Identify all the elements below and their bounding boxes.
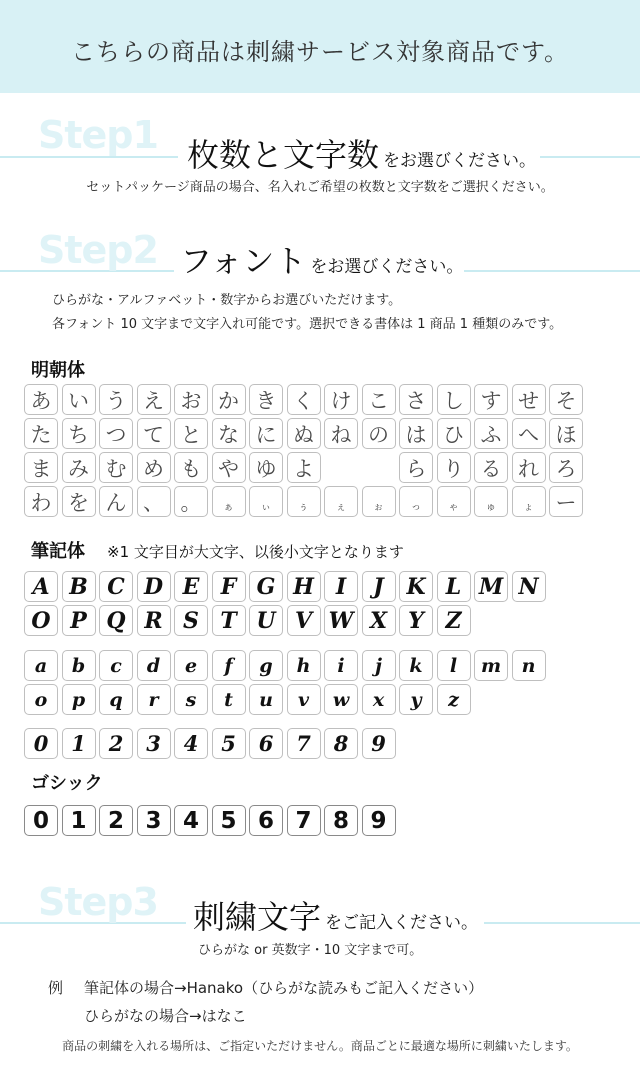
mincho-glyph: た — [24, 418, 58, 449]
script-lower-glyph: l — [437, 650, 471, 681]
step1-description: セットパッケージ商品の場合、名入れご希望の枚数と文字数をご選択ください。 — [86, 180, 554, 195]
mincho-glyph: む — [99, 452, 133, 483]
footnote: 商品の刺繍を入れる場所は、ご指定いただけません。商品ごとに最適な場所に刺繍いたします。 — [62, 1039, 578, 1053]
script-heading-name: 筆記体 — [31, 541, 85, 562]
script-digit-grid — [24, 728, 399, 762]
header-banner — [0, 0, 640, 93]
script-lower-glyph: e — [174, 650, 208, 681]
mincho-glyph: ふ — [474, 418, 508, 449]
gothic-digit-row — [24, 805, 399, 836]
mincho-glyph: て — [137, 418, 171, 449]
script-upper-glyph: D — [137, 571, 171, 602]
script-digit-glyph: 7 — [287, 728, 321, 759]
script-lower-row — [24, 684, 549, 715]
script-heading — [31, 537, 404, 563]
mincho-glyph: に — [249, 418, 283, 449]
mincho-glyph: わ — [24, 486, 58, 517]
mincho-glyph: っ — [399, 486, 433, 517]
script-upper-glyph: S — [174, 605, 208, 636]
mincho-glyph: を — [62, 486, 96, 517]
mincho-glyph: え — [137, 384, 171, 415]
step2-title — [180, 236, 463, 282]
script-upper-glyph: P — [62, 605, 96, 636]
script-lower-glyph: g — [249, 650, 283, 681]
mincho-glyph: か — [212, 384, 246, 415]
script-lower-glyph: j — [362, 650, 396, 681]
mincho-glyph: ゅ — [474, 486, 508, 517]
mincho-row — [24, 418, 587, 449]
step3-title-sub: をご記入ください。 — [325, 913, 479, 933]
script-upper-glyph: R — [137, 605, 171, 636]
script-upper-glyph: X — [362, 605, 396, 636]
script-upper-glyph: L — [437, 571, 471, 602]
script-lower-glyph: f — [212, 650, 246, 681]
script-lower-glyph: k — [399, 650, 433, 681]
step2-description-1: ひらがな・アルファベット・数字からお選びいただけます。 — [52, 293, 402, 308]
script-lower-grid — [24, 650, 549, 718]
script-upper-glyph: U — [249, 605, 283, 636]
mincho-glyph: あ — [24, 384, 58, 415]
step3-label: Step3 — [38, 880, 158, 924]
example-line-2: ひらがなの場合→はなこ — [84, 1007, 247, 1025]
step3-line-right — [484, 922, 640, 924]
script-lower-glyph: o — [24, 684, 58, 715]
mincho-glyph: ぉ — [362, 486, 396, 517]
mincho-heading: 明朝体 — [31, 360, 85, 381]
mincho-glyph: そ — [549, 384, 583, 415]
script-digit-glyph: 5 — [212, 728, 246, 759]
mincho-glyph: い — [62, 384, 96, 415]
step1-label: Step1 — [38, 113, 158, 157]
mincho-glyph: く — [287, 384, 321, 415]
script-lower-glyph: i — [324, 650, 358, 681]
step2-title-main: フォント — [180, 242, 307, 280]
mincho-glyph: ろ — [549, 452, 583, 483]
script-lower-glyph: c — [99, 650, 133, 681]
step3-description: ひらがな or 英数字・10 文字まで可。 — [198, 943, 423, 958]
mincho-glyph: ひ — [437, 418, 471, 449]
mincho-glyph: う — [99, 384, 133, 415]
mincho-glyph: き — [249, 384, 283, 415]
mincho-glyph — [362, 452, 396, 483]
gothic-heading: ゴシック — [31, 773, 103, 794]
example-line-1: 筆記体の場合→Hanako（ひらがな読みもご記入ください） — [84, 979, 484, 997]
mincho-glyph: ぃ — [249, 486, 283, 517]
mincho-glyph: め — [137, 452, 171, 483]
script-lower-glyph: w — [324, 684, 358, 715]
mincho-glyph: ん — [99, 486, 133, 517]
step2-label: Step2 — [38, 228, 158, 272]
mincho-glyph: お — [174, 384, 208, 415]
script-lower-glyph: q — [99, 684, 133, 715]
mincho-glyph: ー — [549, 486, 583, 517]
step2-description-2: 各フォント 10 文字まで文字入れ可能です。選択できる書体は 1 商品 1 種類のみです。 — [52, 317, 563, 332]
gothic-digit-glyph: 9 — [362, 805, 396, 836]
mincho-glyph: し — [437, 384, 471, 415]
mincho-row — [24, 452, 587, 483]
script-lower-glyph: z — [437, 684, 471, 715]
mincho-glyph: ぁ — [212, 486, 246, 517]
script-upper-glyph: N — [512, 571, 546, 602]
step2-line-right — [464, 270, 640, 272]
step1-title-sub: をお選びください。 — [383, 151, 537, 171]
gothic-digit-grid — [24, 805, 399, 839]
script-upper-glyph: M — [474, 571, 508, 602]
script-digit-glyph: 8 — [324, 728, 358, 759]
gothic-digit-glyph: 6 — [249, 805, 283, 836]
script-lower-row — [24, 650, 549, 681]
script-lower-glyph: r — [137, 684, 171, 715]
mincho-glyph: ぅ — [287, 486, 321, 517]
script-digit-row — [24, 728, 399, 759]
mincho-glyph: せ — [512, 384, 546, 415]
script-lower-glyph: a — [24, 650, 58, 681]
script-upper-glyph: T — [212, 605, 246, 636]
script-digit-glyph: 0 — [24, 728, 58, 759]
mincho-glyph: ぇ — [324, 486, 358, 517]
mincho-glyph: も — [174, 452, 208, 483]
script-lower-glyph: t — [212, 684, 246, 715]
script-upper-glyph: G — [249, 571, 283, 602]
mincho-glyph: へ — [512, 418, 546, 449]
gothic-digit-glyph: 0 — [24, 805, 58, 836]
script-digit-glyph: 1 — [62, 728, 96, 759]
script-upper-glyph: A — [24, 571, 58, 602]
step1-title-main: 枚数と文字数 — [187, 136, 380, 174]
mincho-glyph: け — [324, 384, 358, 415]
mincho-glyph — [324, 452, 358, 483]
script-upper-glyph: O — [24, 605, 58, 636]
script-upper-row — [24, 605, 549, 636]
mincho-glyph: よ — [287, 452, 321, 483]
mincho-grid — [24, 384, 587, 520]
gothic-digit-glyph: 1 — [62, 805, 96, 836]
script-lower-glyph: n — [512, 650, 546, 681]
mincho-glyph: ょ — [512, 486, 546, 517]
mincho-glyph: ゃ — [437, 486, 471, 517]
mincho-glyph: す — [474, 384, 508, 415]
mincho-glyph: と — [174, 418, 208, 449]
mincho-row — [24, 384, 587, 415]
step1-title — [187, 130, 536, 176]
mincho-glyph: つ — [99, 418, 133, 449]
script-lower-glyph: m — [474, 650, 508, 681]
mincho-glyph: ぬ — [287, 418, 321, 449]
script-upper-glyph: Q — [99, 605, 133, 636]
mincho-glyph: ゆ — [249, 452, 283, 483]
mincho-glyph: 。 — [174, 486, 208, 517]
script-upper-row — [24, 571, 549, 602]
mincho-glyph: の — [362, 418, 396, 449]
script-lower-glyph: p — [62, 684, 96, 715]
mincho-glyph: 、 — [137, 486, 171, 517]
script-lower-glyph: s — [174, 684, 208, 715]
mincho-glyph: み — [62, 452, 96, 483]
script-lower-glyph: x — [362, 684, 396, 715]
script-lower-glyph: v — [287, 684, 321, 715]
mincho-glyph: ら — [399, 452, 433, 483]
script-digit-glyph: 2 — [99, 728, 133, 759]
script-upper-glyph: Y — [399, 605, 433, 636]
script-upper-glyph: V — [287, 605, 321, 636]
script-upper-glyph: B — [62, 571, 96, 602]
mincho-glyph: さ — [399, 384, 433, 415]
gothic-digit-glyph: 5 — [212, 805, 246, 836]
gothic-digit-glyph: 4 — [174, 805, 208, 836]
banner-text: こちらの商品は刺繍サービス対象商品です。 — [70, 38, 570, 66]
step1-line-right — [540, 156, 640, 158]
script-lower-glyph: y — [399, 684, 433, 715]
script-lower-glyph: d — [137, 650, 171, 681]
mincho-glyph: ち — [62, 418, 96, 449]
script-upper-glyph: W — [324, 605, 358, 636]
script-lower-glyph: b — [62, 650, 96, 681]
mincho-glyph: れ — [512, 452, 546, 483]
mincho-glyph: り — [437, 452, 471, 483]
mincho-glyph: る — [474, 452, 508, 483]
step3-title — [193, 892, 478, 938]
mincho-glyph: は — [399, 418, 433, 449]
script-lower-glyph: h — [287, 650, 321, 681]
script-digit-glyph: 4 — [174, 728, 208, 759]
gothic-digit-glyph: 8 — [324, 805, 358, 836]
step2-title-sub: をお選びください。 — [310, 257, 464, 277]
script-upper-glyph: J — [362, 571, 396, 602]
script-upper-grid — [24, 571, 549, 639]
script-digit-glyph: 9 — [362, 728, 396, 759]
step3-title-main: 刺繍文字 — [193, 898, 322, 936]
script-heading-note: ※1 文字目が大文字、以後小文字となります — [107, 543, 404, 561]
mincho-glyph: ね — [324, 418, 358, 449]
script-upper-glyph: Z — [437, 605, 471, 636]
gothic-digit-glyph: 2 — [99, 805, 133, 836]
mincho-glyph: こ — [362, 384, 396, 415]
mincho-glyph: な — [212, 418, 246, 449]
script-lower-glyph: u — [249, 684, 283, 715]
script-upper-glyph: H — [287, 571, 321, 602]
script-upper-glyph: K — [399, 571, 433, 602]
example-label: 例 — [48, 979, 64, 997]
mincho-glyph: ほ — [549, 418, 583, 449]
mincho-row — [24, 486, 587, 517]
mincho-glyph: ま — [24, 452, 58, 483]
script-digit-glyph: 3 — [137, 728, 171, 759]
script-upper-glyph: I — [324, 571, 358, 602]
gothic-digit-glyph: 7 — [287, 805, 321, 836]
mincho-glyph: や — [212, 452, 246, 483]
script-upper-glyph: F — [212, 571, 246, 602]
script-digit-glyph: 6 — [249, 728, 283, 759]
gothic-digit-glyph: 3 — [137, 805, 171, 836]
script-upper-glyph: E — [174, 571, 208, 602]
script-upper-glyph: C — [99, 571, 133, 602]
